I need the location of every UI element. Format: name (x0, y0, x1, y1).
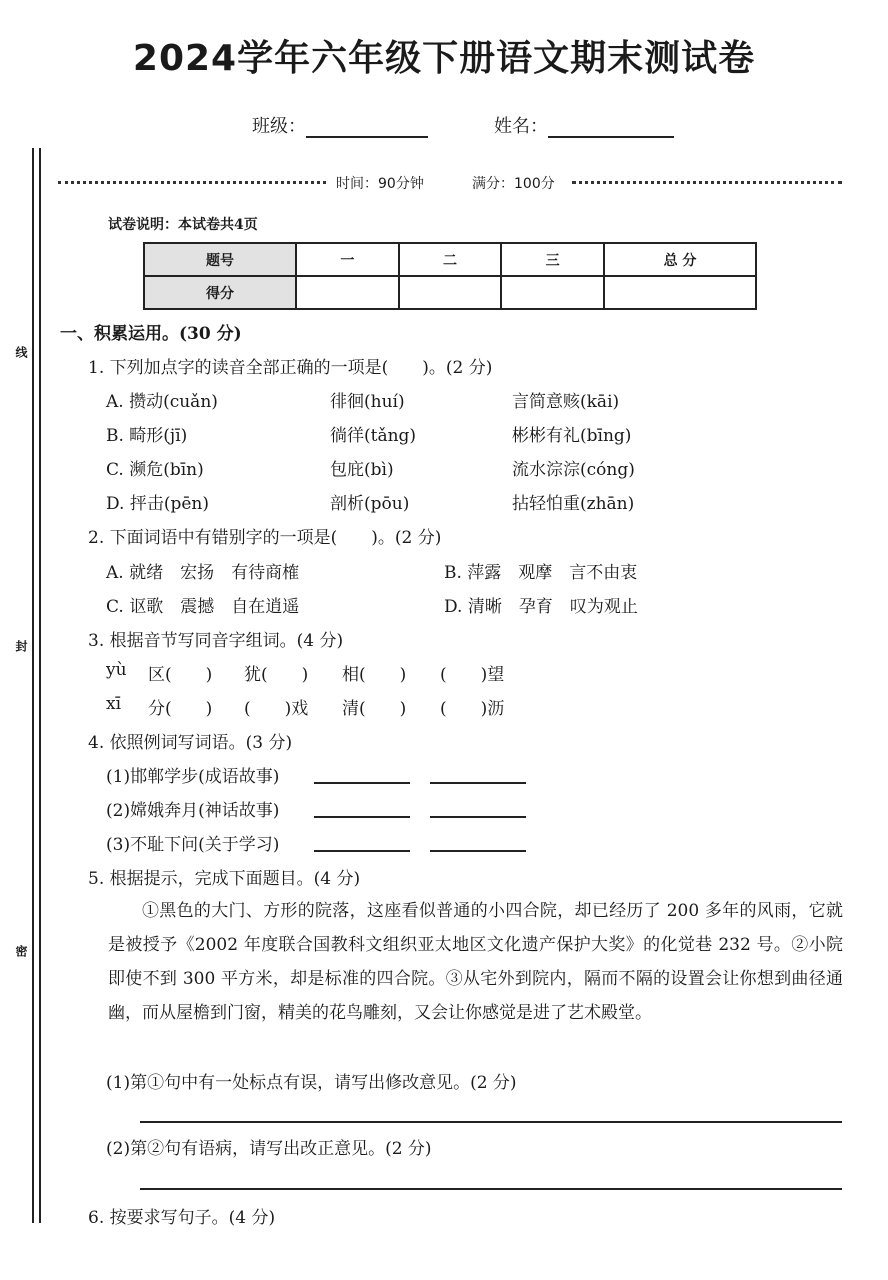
exam-time: 时间：90分钟 (336, 176, 424, 192)
q1-option-b-3: 彬彬有礼(bīng) (512, 426, 632, 446)
margin-char-mi: 密 (14, 945, 28, 957)
score-table-header-row (144, 243, 756, 276)
q3-blank[interactable]: 犹( ) (244, 665, 309, 685)
dotted-divider-right (572, 181, 842, 184)
q3-blank[interactable]: ( )沥 (440, 699, 505, 719)
q4-answer-line[interactable] (430, 782, 526, 784)
q1-option-c-3: 流水淙淙(cóng) (512, 460, 635, 480)
score-input-cell[interactable] (296, 276, 399, 309)
section-heading: 一、积累运用。(30 分) (60, 324, 242, 344)
full-score: 满分：100分 (472, 176, 555, 192)
question-2-stem: 2. 下面词语中有错别字的一项是( )。(2 分) (88, 528, 442, 548)
q1-option-b-1: B. 畸形(jī) (106, 426, 188, 446)
name-blank[interactable] (548, 116, 674, 138)
class-field[interactable] (252, 112, 428, 138)
score-table-cell: 得分 (144, 276, 296, 309)
page-title: 2024学年六年级下册语文期末测试卷 (132, 38, 756, 79)
q5-sub-question-2: (2)第②句有语病，请写出改正意见。(2 分) (106, 1139, 432, 1159)
q4-item: (3)不耻下问(关于学习) (106, 835, 280, 855)
q1-option-d-3: 拈轻怕重(zhān) (512, 494, 635, 514)
q4-answer-line[interactable] (314, 816, 410, 818)
q1-option-c-1: C. 濒危(bīn) (106, 460, 204, 480)
q5-answer-line-1[interactable] (140, 1121, 842, 1123)
class-label: 班级： (252, 116, 306, 137)
q1-option-b-2: 徜徉(tǎng) (330, 426, 417, 446)
margin-char-feng: 封 (14, 640, 28, 652)
q2-option-b: B. 萍露 观摩 言不由衷 (444, 563, 638, 583)
q1-option-a-1: A. 攒动(cuǎn) (106, 392, 218, 412)
dotted-divider-left (58, 181, 326, 184)
q5-passage: ①黑色的大门、方形的院落，这座看似普通的小四合院，却已经历了 200 多年的风雨，它就是被授予《2002 年度联合国教科文组织亚太地区文化遗产保护大奖》的化觉巷 232 号。②小院即使不到 300 平方米，却是标准的四合院。③从宅外到院内，隔而不隔的设置会让你想到曲径通幽，而从屋檐到门窗，精美的花鸟雕刻，又会让你感觉是进了艺术殿堂。 (108, 901, 843, 1023)
q5-answer-line-2[interactable] (140, 1188, 842, 1190)
q3-blank[interactable]: ( )望 (440, 665, 505, 685)
q4-item: (1)邯郸学步(成语故事) (106, 767, 280, 787)
q5-sub-question-1: (1)第①句中有一处标点有误，请写出修改意见。(2 分) (106, 1073, 517, 1093)
q3-blank[interactable]: 分( ) (148, 699, 213, 719)
q4-item: (2)嫦娥奔月(神话故事) (106, 801, 280, 821)
score-table-cell: 三 (501, 243, 604, 276)
score-table-cell: 一 (296, 243, 399, 276)
score-table (143, 242, 757, 310)
score-input-cell[interactable] (501, 276, 604, 309)
binding-line-inner (39, 148, 41, 1223)
question-3-stem: 3. 根据音节写同音字组词。(4 分) (88, 631, 344, 651)
margin-char-xian: 线 (14, 346, 28, 358)
q4-answer-line[interactable] (314, 782, 410, 784)
q3-blank[interactable]: 清( ) (342, 699, 407, 719)
name-field[interactable] (494, 112, 674, 138)
name-label: 姓名： (494, 116, 548, 137)
q3-blank[interactable]: ( )戏 (244, 699, 309, 719)
q4-answer-line[interactable] (430, 850, 526, 852)
question-4-stem: 4. 依照例词写词语。(3 分) (88, 733, 293, 753)
q1-option-d-1: D. 抨击(pēn) (106, 494, 209, 514)
q1-option-c-2: 包庇(bì) (330, 460, 394, 480)
score-table-cell: 总 分 (604, 243, 756, 276)
q4-answer-line[interactable] (430, 816, 526, 818)
q2-option-c: C. 讴歌 震撼 自在逍遥 (106, 597, 300, 617)
q2-option-d: D. 清晰 孕育 叹为观止 (444, 597, 638, 617)
score-input-cell[interactable] (604, 276, 756, 309)
q1-option-a-3: 言简意赅(kāi) (512, 392, 620, 412)
q3-pinyin-xi: xī (106, 694, 122, 714)
binding-line-outer (32, 148, 34, 1223)
question-5-stem: 5. 根据提示，完成下面题目。(4 分) (88, 869, 361, 889)
q3-blank[interactable]: 区( ) (148, 665, 213, 685)
q3-blank[interactable]: 相( ) (342, 665, 407, 685)
q3-pinyin-yu: yù (106, 660, 127, 680)
score-table-cell: 题号 (144, 243, 296, 276)
q4-answer-line[interactable] (314, 850, 410, 852)
question-6-stem: 6. 按要求写句子。(4 分) (88, 1208, 276, 1228)
question-1-stem: 1. 下列加点字的读音全部正确的一项是( )。(2 分) (88, 358, 493, 378)
q1-option-a-2: 徘徊(huí) (330, 392, 405, 412)
class-blank[interactable] (306, 116, 428, 138)
score-input-cell[interactable] (399, 276, 502, 309)
score-table-score-row (144, 276, 756, 309)
score-table-cell: 二 (399, 243, 502, 276)
q2-option-a: A. 就绪 宏扬 有待商榷 (106, 563, 300, 583)
q1-option-d-2: 剖析(pōu) (330, 494, 410, 514)
exam-note: 试卷说明：本试卷共4页 (108, 217, 258, 233)
